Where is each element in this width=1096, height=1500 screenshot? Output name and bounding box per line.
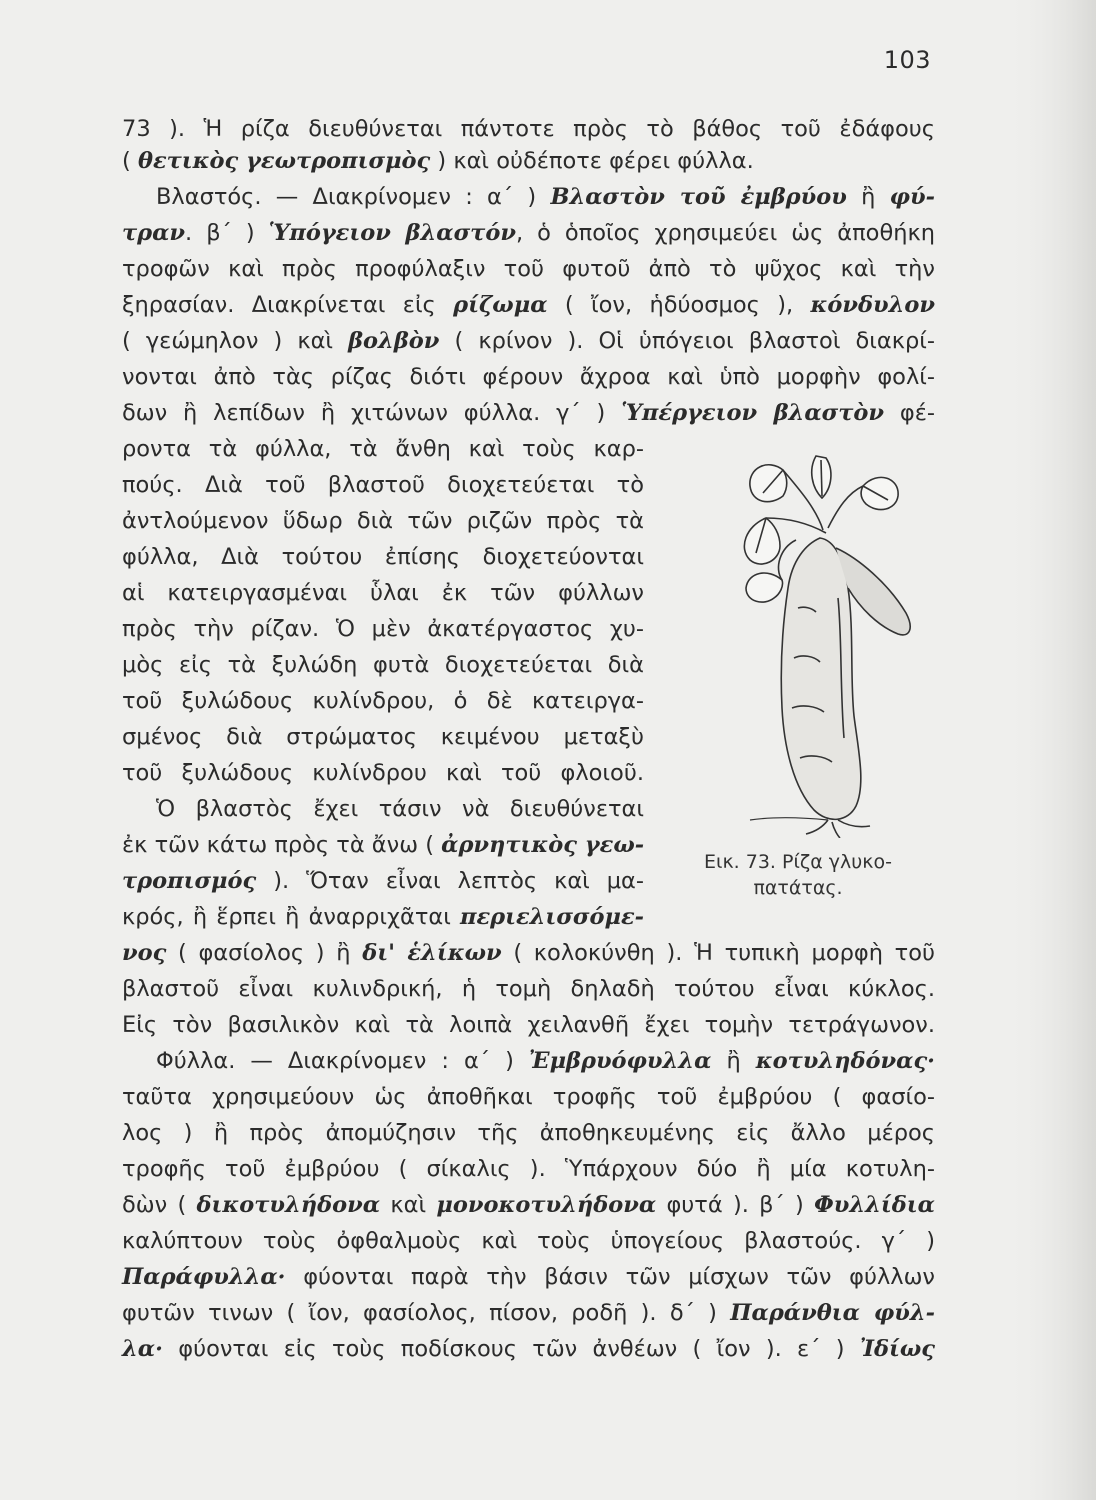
root-hair xyxy=(806,820,828,834)
text-line: νονται ἀπὸ τὰς ρίζας διότι φέρουν ἄχροα καὶ ὑπὸ μορφὴν φολί- xyxy=(122,364,935,390)
text-line: ξηρασίαν. Διακρίνεται εἰς ρίζωμα ( ἴον, ἡδύοσμος ), κόνδυλον xyxy=(122,292,935,318)
stem-line xyxy=(828,486,863,528)
text-line: ἀντλούμενον ὕδωρ διὰ τῶν ριζῶν πρὸς τὰ xyxy=(122,508,644,534)
text-line: ροντα τὰ φύλλα, τὰ ἄνθη καὶ τοὺς καρ- xyxy=(122,436,644,462)
text-line: τροφῶν καὶ πρὸς προφύλαξιν τοῦ φυτοῦ ἀπὸ τὸ ψῦχος καὶ τὴν xyxy=(122,256,935,282)
figure-caption: Εικ. 73. Ρίζα γλυκο- πατάτας. xyxy=(704,851,892,899)
bleed-through-shadow xyxy=(1006,0,1096,1500)
text-line: δων ἢ λεπίδων ἢ χιτώνων φύλλα. γ΄ ) Ὑπέργειον βλαστὸν φέ- xyxy=(122,400,935,426)
text-line: Ὁ βλαστὸς ἔχει τάσιν νὰ διευθύνεται xyxy=(156,796,644,822)
sweet-potato-illustration xyxy=(688,448,928,838)
text-line: τοῦ ξυλώδους κυλίνδρου, ὁ δὲ κατειργα- xyxy=(122,688,644,714)
text-line: πρὸς τὴν ρίζαν. Ὁ μὲν ἀκατέργαστος χυ- xyxy=(122,616,644,642)
leaf xyxy=(750,465,787,502)
text-line: πούς. Διὰ τοῦ βλαστοῦ διοχετεύεται τὸ xyxy=(122,472,644,498)
section-heading-line: Φύλλα. — Διακρίνομεν : α΄ ) Ἐμβρυόφυλλα ἢ κοτυληδόνας· xyxy=(156,1048,935,1074)
text-line: κρός, ἢ ἕρπει ἢ ἀναρριχᾶται περιελισσόμε- xyxy=(122,904,644,930)
leaf xyxy=(746,573,783,602)
text-line: λος ) ἢ πρὸς ἀπομύζησιν τῆς ἀποθηκευμένης εἰς ἄλλο μέρος xyxy=(122,1120,935,1146)
leaf xyxy=(861,477,898,509)
text-line: ἐκ τῶν κάτω πρὸς τὰ ἄνω ( ἀρνητικὸς γεω- xyxy=(122,832,645,858)
text-line: ( γεώμηλον ) καὶ βολβὸν ( κρίνον ). Οἱ ὑπόγειοι βλαστοὶ διακρί- xyxy=(122,328,935,354)
section-heading-line: Βλαστός. — Διακρίνομεν : α΄ ) Βλαστὸν τοῦ ἐμβρύου ἢ φύ- xyxy=(156,184,935,210)
text-line: καλύπτουν τοὺς ὀφθαλμοὺς καὶ τοὺς ὑπογείους βλαστούς. γ΄ ) xyxy=(122,1228,935,1254)
text-line: λα· φύονται εἰς τοὺς ποδίσκους τῶν ἀνθέων ( ἴον ). ε΄ ) Ἰδίως xyxy=(122,1336,935,1362)
text-line: βλαστοῦ εἶναι κυλινδρική, ἡ τομὴ δηλαδὴ τούτου εἶναι κύκλος. xyxy=(122,976,935,1002)
text-line: φυτῶν τινων ( ἴον, φασίολος, πίσον, ροδῆ ). δ΄ ) Παράνθια φύλ- xyxy=(122,1300,935,1326)
text-line: μὸς εἰς τὰ ξυλώδη φυτὰ διοχετεύεται διὰ xyxy=(122,652,644,678)
text-line: τραν. β΄ ) Ὑπόγειον βλαστόν, ὁ ὁποῖος χρησιμεύει ὡς ἀποθήκη xyxy=(122,220,935,246)
text-line: τοῦ ξυλώδους κυλίνδρου καὶ τοῦ φλοιοῦ. xyxy=(122,760,644,786)
ground-line xyxy=(750,818,828,820)
leaf-vein xyxy=(821,460,822,496)
text-line: Παράφυλλα· φύονται παρὰ τὴν βάσιν τῶν μίσχων τῶν φύλλων xyxy=(122,1264,935,1290)
text-line: 73 ). Ἡ ρίζα διευθύνεται πάντοτε πρὸς τὸ βάθος τοῦ ἐδάφους xyxy=(122,116,935,142)
text-line: ταῦτα χρησιμεύουν ὡς ἀποθῆκαι τροφῆς τοῦ ἐμβρύου ( φασίο- xyxy=(122,1084,935,1110)
leaf xyxy=(744,518,780,564)
root-hair xyxy=(838,820,870,827)
text-line: νος ( φασίολος ) ἢ δι' ἑλίκων ( κολοκύνθη ). Ἡ τυπικὴ μορφὴ τοῦ xyxy=(122,940,935,966)
text-line: δὼν ( δικοτυλήδονα καὶ μονοκοτυλήδονα φυτά ). β΄ ) Φυλλίδια xyxy=(122,1192,935,1218)
text-line: Εἰς τὸν βασιλικὸν καὶ τὰ λοιπὰ χειλανθῆ ἔχει τομὴν τετράγωνον. xyxy=(122,1012,935,1038)
text-line: τροφῆς τοῦ ἐμβρύου ( σίκαλις ). Ὑπάρχουν δύο ἢ μία κοτυλη- xyxy=(122,1156,935,1182)
text-line: ( θετικὸς γεωτροπισμὸς ) καὶ οὐδέποτε φέρει φύλλα. xyxy=(122,148,754,174)
text-line: αἱ κατειργασμέναι ὗλαι ἐκ τῶν φύλλων xyxy=(122,580,644,606)
text-line: φύλλα, Διὰ τούτου ἐπίσης διοχετεύονται xyxy=(122,544,644,570)
page-number: 103 xyxy=(883,46,931,74)
root-hair xyxy=(832,822,840,838)
text-line: σμένος διὰ στρώματος κειμένου μεταξὺ xyxy=(122,724,644,750)
text-line: τροπισμός ). Ὅταν εἶναι λεπτὸς καὶ μα- xyxy=(122,868,644,894)
